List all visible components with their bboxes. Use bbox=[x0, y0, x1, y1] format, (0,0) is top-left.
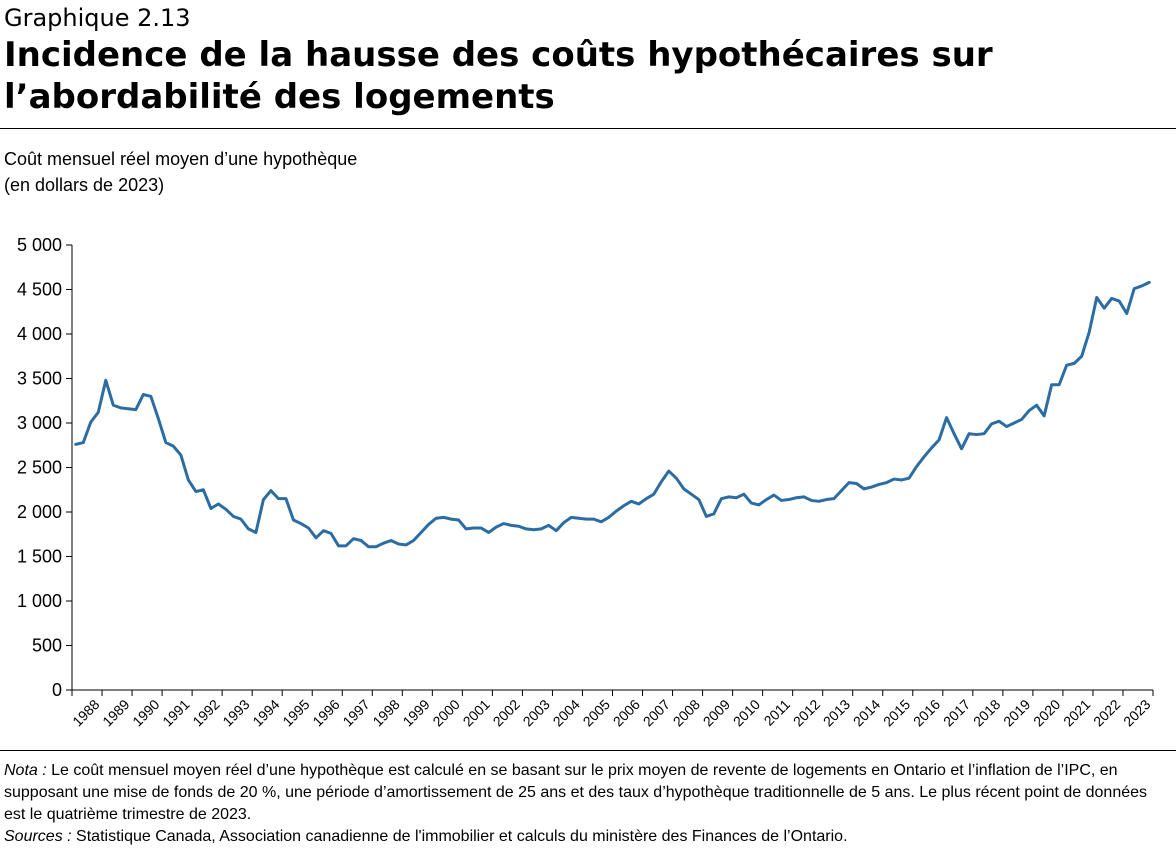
x-tick-label: 2003 bbox=[519, 696, 553, 730]
data-point bbox=[780, 499, 782, 501]
data-point bbox=[412, 539, 414, 541]
data-point bbox=[262, 498, 264, 500]
data-point bbox=[82, 441, 84, 443]
y-tick-label: 1 500 bbox=[16, 546, 62, 567]
data-point bbox=[225, 508, 227, 510]
data-point bbox=[1050, 384, 1052, 386]
x-tick-label: 2012 bbox=[789, 696, 824, 730]
x-tick-label: 1993 bbox=[219, 696, 253, 730]
data-point bbox=[375, 546, 377, 548]
data-point bbox=[698, 498, 700, 500]
x-tick-label: 1991 bbox=[159, 696, 193, 730]
data-point bbox=[97, 411, 99, 413]
data-point bbox=[893, 478, 895, 480]
chart-kicker: Graphique 2.13 bbox=[4, 4, 191, 32]
data-point bbox=[195, 490, 197, 492]
data-point bbox=[517, 525, 519, 527]
x-tick-label: 2001 bbox=[459, 696, 493, 730]
data-point bbox=[1013, 422, 1015, 424]
x-tick-label: 2016 bbox=[909, 696, 944, 730]
data-point bbox=[307, 527, 309, 529]
data-point bbox=[930, 447, 932, 449]
data-point bbox=[502, 522, 504, 524]
x-tick-label: 2013 bbox=[819, 696, 854, 730]
data-point bbox=[758, 504, 760, 506]
data-point bbox=[998, 420, 1000, 422]
data-point bbox=[150, 395, 152, 397]
x-tick-label: 1996 bbox=[309, 696, 343, 730]
x-tick-label: 2017 bbox=[939, 696, 974, 730]
data-point bbox=[232, 515, 234, 517]
data-point bbox=[472, 527, 474, 529]
data-point bbox=[788, 498, 790, 500]
data-point bbox=[975, 433, 977, 435]
data-point bbox=[247, 528, 249, 530]
y-tick-label: 1 000 bbox=[16, 591, 62, 611]
x-tick-label: 2000 bbox=[429, 696, 463, 730]
x-tick-label: 2018 bbox=[969, 696, 1004, 730]
data-point bbox=[1058, 384, 1060, 386]
data-point bbox=[1133, 287, 1135, 289]
data-point bbox=[442, 516, 444, 518]
data-point bbox=[352, 538, 354, 540]
data-point bbox=[735, 497, 737, 499]
x-tick-label: 2009 bbox=[699, 696, 734, 730]
x-tick-label: 2005 bbox=[579, 696, 613, 730]
data-point bbox=[1043, 415, 1045, 417]
data-point bbox=[668, 470, 670, 472]
data-point bbox=[1126, 312, 1128, 314]
data-point bbox=[915, 465, 917, 467]
data-point bbox=[833, 497, 835, 499]
x-tick-label: 2002 bbox=[489, 696, 523, 730]
x-tick-label: 1997 bbox=[339, 696, 373, 730]
data-point bbox=[390, 539, 392, 541]
data-point bbox=[743, 493, 745, 495]
data-point bbox=[345, 545, 347, 547]
x-tick-label: 1998 bbox=[369, 696, 403, 730]
data-point bbox=[487, 531, 489, 533]
x-tick-label: 2021 bbox=[1060, 696, 1094, 730]
data-point bbox=[960, 448, 962, 450]
x-tick-label: 2007 bbox=[639, 696, 674, 730]
data-point bbox=[1111, 297, 1113, 299]
data-point bbox=[292, 519, 294, 521]
data-point bbox=[750, 502, 752, 504]
data-point bbox=[480, 527, 482, 529]
data-point bbox=[945, 416, 947, 418]
y-axis-label-line-2: (en dollars de 2023) bbox=[4, 175, 165, 195]
data-point bbox=[510, 524, 512, 526]
data-point bbox=[1141, 285, 1143, 287]
data-point bbox=[405, 544, 407, 546]
data-point bbox=[75, 443, 77, 445]
data-point bbox=[938, 439, 940, 441]
data-point bbox=[112, 404, 114, 406]
data-point bbox=[713, 513, 715, 515]
data-point bbox=[810, 499, 812, 501]
data-point bbox=[818, 500, 820, 502]
data-point bbox=[848, 481, 850, 483]
notes-divider bbox=[0, 750, 1176, 751]
x-tick-label: 1995 bbox=[279, 696, 313, 730]
data-point bbox=[863, 488, 865, 490]
nota-label: Nota : bbox=[4, 762, 47, 779]
sources-label: Sources : bbox=[4, 828, 72, 845]
data-point bbox=[1103, 307, 1105, 309]
data-point bbox=[675, 477, 677, 479]
data-point bbox=[105, 379, 107, 381]
data-point bbox=[322, 529, 324, 531]
data-point bbox=[720, 497, 722, 499]
x-tick-label: 1990 bbox=[129, 696, 163, 730]
data-point bbox=[645, 497, 647, 499]
data-point bbox=[495, 526, 497, 528]
x-tick-label: 2011 bbox=[760, 696, 794, 729]
x-tick-label: 2014 bbox=[849, 696, 884, 730]
data-point bbox=[690, 493, 692, 495]
data-point bbox=[953, 432, 955, 434]
data-point bbox=[555, 529, 557, 531]
data-point bbox=[540, 528, 542, 530]
data-point bbox=[367, 546, 369, 548]
data-point bbox=[855, 482, 857, 484]
data-point bbox=[1080, 355, 1082, 357]
data-point bbox=[908, 477, 910, 479]
y-tick-label: 4 500 bbox=[16, 279, 62, 300]
data-point bbox=[435, 517, 437, 519]
data-point bbox=[547, 524, 549, 526]
data-point bbox=[300, 522, 302, 524]
data-point bbox=[127, 408, 129, 410]
data-point bbox=[165, 441, 167, 443]
series-line bbox=[76, 282, 1150, 546]
data-point bbox=[1065, 364, 1067, 366]
data-point bbox=[172, 445, 174, 447]
data-point bbox=[382, 542, 384, 544]
nota-paragraph bbox=[4, 760, 1172, 826]
data-point bbox=[180, 454, 182, 456]
data-point bbox=[563, 521, 565, 523]
x-tick-label: 1999 bbox=[399, 696, 433, 730]
data-point bbox=[653, 493, 655, 495]
y-tick-label: 2 000 bbox=[16, 502, 62, 522]
y-tick-label: 2 500 bbox=[16, 457, 62, 478]
data-point bbox=[1035, 404, 1037, 406]
data-point bbox=[840, 489, 842, 491]
data-point bbox=[683, 488, 685, 490]
data-point bbox=[135, 408, 137, 410]
x-tick-label: 1994 bbox=[249, 696, 283, 730]
y-tick-label: 3 500 bbox=[16, 368, 62, 389]
data-point bbox=[420, 531, 422, 533]
y-axis-label-line-1: Coût mensuel réel moyen d’une hypothèque bbox=[4, 149, 358, 169]
data-point bbox=[773, 494, 775, 496]
sources-paragraph bbox=[4, 826, 1172, 848]
y-tick-label: 3 000 bbox=[16, 413, 62, 433]
data-point bbox=[968, 432, 970, 434]
data-point bbox=[1118, 300, 1120, 302]
data-point bbox=[1020, 418, 1022, 420]
data-point bbox=[157, 417, 159, 419]
data-point bbox=[1088, 331, 1090, 333]
data-point bbox=[608, 516, 610, 518]
data-point bbox=[90, 421, 92, 423]
data-point bbox=[803, 496, 805, 498]
data-point bbox=[120, 407, 122, 409]
data-point bbox=[1096, 296, 1098, 298]
data-point bbox=[285, 497, 287, 499]
chart-notes bbox=[4, 760, 1172, 848]
data-point bbox=[1005, 425, 1007, 427]
x-tick-label: 2023 bbox=[1120, 696, 1154, 730]
data-point bbox=[825, 498, 827, 500]
data-point bbox=[1073, 362, 1075, 364]
x-tick-label: 2020 bbox=[1030, 696, 1064, 730]
data-point bbox=[990, 423, 992, 425]
x-tick-label: 1988 bbox=[69, 696, 103, 730]
data-point bbox=[593, 518, 595, 520]
data-point bbox=[255, 531, 257, 533]
data-point bbox=[600, 521, 602, 523]
x-tick-label: 2008 bbox=[669, 696, 704, 730]
data-point bbox=[570, 516, 572, 518]
sources-text: Statistique Canada, Association canadienne de l'immobilier et calculs du ministère des Finances de l’Ontario. bbox=[76, 828, 848, 845]
data-point bbox=[900, 479, 902, 481]
data-point bbox=[202, 489, 204, 491]
data-point bbox=[187, 479, 189, 481]
data-point bbox=[457, 519, 459, 521]
data-point bbox=[427, 523, 429, 525]
data-point bbox=[660, 481, 662, 483]
y-tick-label: 4 000 bbox=[16, 324, 62, 344]
data-point bbox=[210, 507, 212, 509]
data-point bbox=[705, 515, 707, 517]
x-tick-label: 1992 bbox=[189, 696, 223, 730]
data-point bbox=[870, 486, 872, 488]
data-point bbox=[270, 489, 272, 491]
data-point bbox=[315, 537, 317, 539]
y-tick-label: 500 bbox=[31, 635, 62, 656]
x-tick-label: 2019 bbox=[1000, 696, 1034, 730]
nota-text: Le coût mensuel moyen réel d’une hypothèque est calculé en se basant sur le prix moyen de revente de logements en Ontario et l’inflation de l’IPC, en supposant une mise de fonds de 20 %, une période d’amortissement de 25 ans et des taux d’hypothèque traditionnelle de 5 ans. Le plus récent point de données est le quatrième trimestre de 2023. bbox=[4, 762, 1148, 823]
x-tick-label: 2015 bbox=[879, 696, 914, 730]
data-point bbox=[397, 543, 399, 545]
data-point bbox=[1148, 281, 1150, 283]
y-tick-label: 0 bbox=[51, 680, 62, 700]
data-point bbox=[277, 497, 279, 499]
data-point bbox=[532, 529, 534, 531]
x-tick-label: 1989 bbox=[99, 696, 133, 730]
data-point bbox=[337, 545, 339, 547]
data-point bbox=[878, 483, 880, 485]
data-point bbox=[638, 503, 640, 505]
data-point bbox=[885, 481, 887, 483]
x-tick-label: 2022 bbox=[1090, 696, 1124, 730]
x-tick-label: 2006 bbox=[609, 696, 643, 730]
data-point bbox=[360, 539, 362, 541]
data-point bbox=[217, 503, 219, 505]
data-point bbox=[465, 528, 467, 530]
data-point bbox=[623, 505, 625, 507]
data-point bbox=[330, 532, 332, 534]
data-point bbox=[983, 432, 985, 434]
data-point bbox=[525, 528, 527, 530]
x-tick-label: 2004 bbox=[549, 696, 583, 730]
data-point bbox=[585, 518, 587, 520]
data-point bbox=[795, 497, 797, 499]
data-point bbox=[578, 517, 580, 519]
data-point bbox=[240, 518, 242, 520]
data-point bbox=[923, 456, 925, 458]
chart-title: Incidence de la hausse des coûts hypothécaires sur l’abordabilité des logements bbox=[4, 35, 993, 117]
data-point bbox=[142, 393, 144, 395]
x-tick-label: 2010 bbox=[729, 696, 764, 730]
data-point bbox=[765, 498, 767, 500]
y-tick-label: 5 000 bbox=[16, 235, 62, 255]
data-point bbox=[1028, 409, 1030, 411]
data-point bbox=[728, 496, 730, 498]
data-point bbox=[615, 510, 617, 512]
data-point bbox=[450, 518, 452, 520]
data-point bbox=[630, 500, 632, 502]
